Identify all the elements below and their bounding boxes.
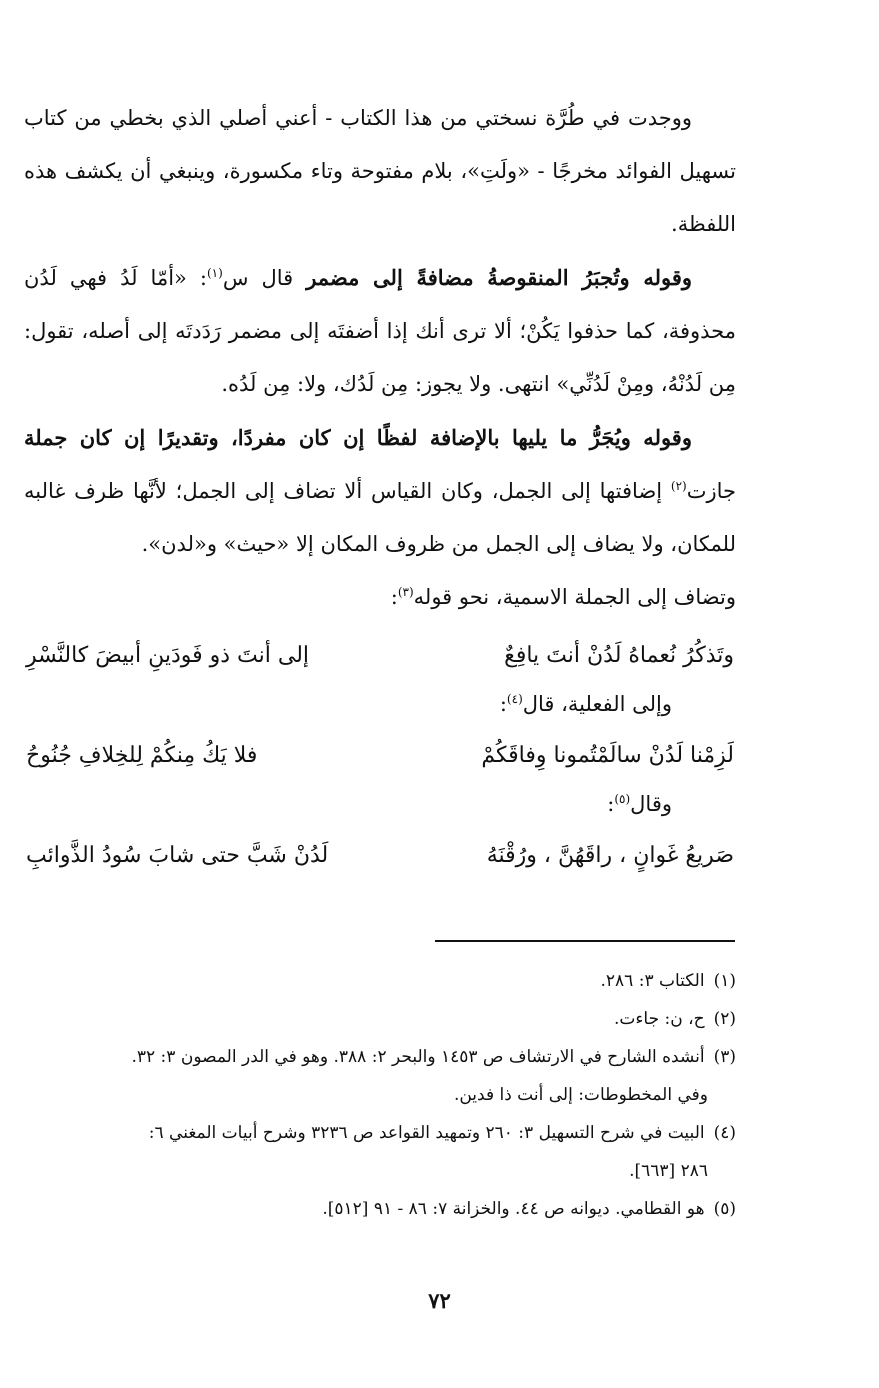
- footnote-4: (٤) البيت في شرح التسهيل ٣: ٢٦٠ وتمهيد القواعد ص ٣٢٣٦ وشرح أبيات المغني ٦:: [148, 1123, 736, 1143]
- verse-2-first-hemistich: لَزِمْنا لَدُنْ سالَمْتُمونا وِفاقَكُمْ: [481, 743, 734, 768]
- footnote-ref-2: (٢): [670, 479, 687, 493]
- footnote-separator: [435, 940, 735, 942]
- page-number: ٧٢: [428, 1288, 451, 1313]
- verse-2-intro: وإلى الفعلية، قال$^{(٤)}$:: [499, 692, 672, 716]
- paragraph-3-heading: وقوله ويُجَرُّ ما يليها بالإضافة لفظًا إن كان مفردًا، وتقديرًا إن كان جملة: [24, 425, 692, 450]
- footnote-5: (٥) هو القطامي. ديوانه ص ٤٤. والخزانة ٧: ٨٦ - ٩١ [٥١٢].: [322, 1199, 736, 1219]
- verse-3-first-hemistich: صَريعُ غَوانٍ ، راقَهُنَّ ، ورُقْنَهُ: [486, 843, 734, 868]
- footnote-3-continuation: وفي المخطوطات: إلى أنت ذا فدين.: [453, 1085, 708, 1105]
- footnote-ref-3: (٣): [397, 585, 414, 599]
- verse-1-first-hemistich: وتَذكُرُ نُعماهُ لَدُنْ أنتَ يافِعٌ: [504, 643, 734, 668]
- footnote-1: (١) الكتاب ٣: ٢٨٦.: [600, 971, 736, 991]
- footnote-ref-4: (٤): [506, 692, 523, 706]
- paragraph-2: وقوله وتُجبَرُ المنقوصةُ مضافةً إلى مضمر قال س$^{(١)}$: «أمّا لَدُ فهي لَدُن محذوفة، كما حذفوا يَكُنْ؛ ألا ترى أنك إذا أضفتَه إلى مضمر رَدَدتَه إلى أصله، تقول: مِن لَدُنْهُ، ومِنْ لَدُنِّي» انتهى. ولا يجوز: مِن لَدُك، ولا: مِن لَدُه.: [24, 265, 736, 396]
- verse-3-second-hemistich: لَدُنْ شَبَّ حتى شابَ سُودُ الذَّوائبِ: [26, 843, 329, 868]
- paragraph-2-heading: وقوله وتُجبَرُ المنقوصةُ مضافةً إلى مضمر: [306, 265, 693, 290]
- footnote-ref-5: (٥): [614, 792, 631, 806]
- paragraph-4: وتضاف إلى الجملة الاسمية، نحو قوله$^{(٣)}$:: [390, 585, 736, 609]
- footnote-4-continuation: ٢٨٦ [٦٦٣].: [629, 1161, 708, 1181]
- verse-3: [24, 836, 736, 876]
- paragraph-3: وقوله ويُجَرُّ ما يليها بالإضافة لفظًا إن كان مفردًا، وتقديرًا إن كان جملة جازت$^{(٢)}$ إضافتها إلى الجمل، وكان القياس ألا تضاف إلى الجمل؛ لأنَّها ظرف غالبه للمكان، ولا يضاف إلى الجمل من ظروف المكان إلا «حيث» و«لدن».: [24, 425, 736, 556]
- verse-1: [24, 636, 736, 676]
- footnote-ref-1: (١): [206, 266, 223, 280]
- verse-2: [24, 736, 736, 776]
- footnotes: [24, 962, 736, 1228]
- verse-3-intro: وقال$^{(٥)}$:: [607, 792, 672, 816]
- main-text: [24, 92, 736, 884]
- footnote-3: (٣) أنشده الشارح في الارتشاف ص ١٤٥٣ والبحر ٢: ٣٨٨. وهو في الدر المصون ٣: ٣٢.: [131, 1047, 736, 1067]
- footnote-2: (٢) ح، ن: جاءت.: [614, 1009, 736, 1029]
- verse-1-second-hemistich: إلى أنتَ ذو فَودَينِ أبيضَ كالنَّسْرِ: [26, 643, 310, 668]
- verse-2-second-hemistich: فلا يَكُ مِنكُمْ لِلخِلافِ جُنُوحُ: [26, 743, 258, 768]
- paragraph-1: ووجدت في طُرَّة نسختي من هذا الكتاب - أعني أصلي الذي بخطي من كتاب تسهيل الفوائد مخرجًا - «ولَتِ»، بلام مفتوحة وتاء مكسورة، وينبغي أن يكشف هذه اللفظة.: [24, 106, 736, 236]
